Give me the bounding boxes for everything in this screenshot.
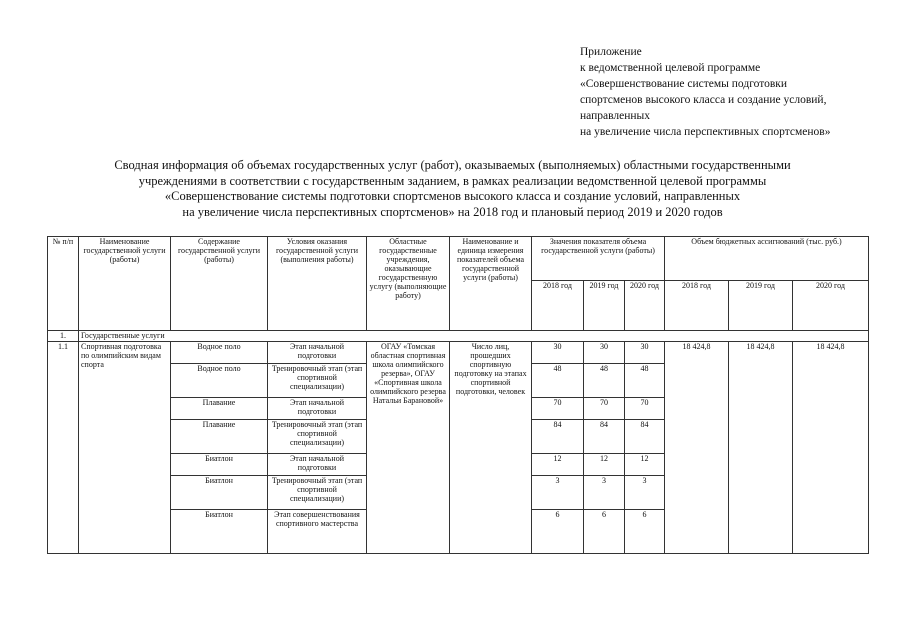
appendix-block (580, 44, 830, 140)
title-line: учреждениями в соответствии с государственным заданием, в рамках реализации ведомственной целевой программы (138, 173, 767, 188)
header-indicator: Наименование и единица измерения показателей объема государственной услуги (работы) (450, 237, 532, 331)
row-content: Биатлон (171, 454, 268, 476)
services-table (47, 236, 869, 554)
header-budget-2019: 2019 год (729, 281, 793, 331)
budget-2020: 18 424,8 (793, 342, 869, 554)
title-line: «Совершенствование системы подготовки спортсменов высокого класса и создание условий, направленных (164, 189, 741, 203)
row-value-2019: 84 (584, 420, 625, 454)
header-volume-2019: 2019 год (584, 281, 625, 331)
header-volume-group: Значения показателя объема государственной услуги (работы) (532, 237, 665, 281)
row-value-2019: 12 (584, 454, 625, 476)
appendix-line: спортсменов высокого класса и создание условий, (580, 94, 827, 106)
row-conditions: Этап начальной подготовки (268, 454, 367, 476)
section-row (48, 331, 869, 342)
row-value-2018: 48 (532, 364, 584, 398)
row-content: Плавание (171, 398, 268, 420)
header-service-name: Наименование государственной услуги (работы) (79, 237, 171, 331)
item-indicator: Число лиц, прошедших спортивную подготовку на этапах спортивной подготовки, человек (450, 342, 532, 554)
section-num: 1. (48, 331, 79, 342)
row-value-2019: 48 (584, 364, 625, 398)
row-value-2020: 70 (625, 398, 665, 420)
document-title (30, 158, 875, 220)
section-label: Государственные услуги (79, 331, 869, 342)
budget-2019: 18 424,8 (729, 342, 793, 554)
row-value-2018: 84 (532, 420, 584, 454)
appendix-line: направленных (580, 110, 651, 122)
row-conditions: Этап начальной подготовки (268, 342, 367, 364)
appendix-line: «Совершенствование системы подготовки (580, 78, 788, 90)
row-value-2018: 70 (532, 398, 584, 420)
header-conditions: Условия оказания государственной услуги (выполнения работы) (268, 237, 367, 331)
row-content: Плавание (171, 420, 268, 454)
appendix-line: Приложение (580, 46, 642, 58)
item-institutions: ОГАУ «Томская областная спортивная школа олимпийского резерва», ОГАУ «Спортивная школа олимпийского резерва Натальи Барановой» (367, 342, 450, 554)
row-conditions: Тренировочный этап (этап спортивной специализации) (268, 420, 367, 454)
row-value-2018: 30 (532, 342, 584, 364)
appendix-line: на увеличение числа перспективных спортсменов» (580, 126, 831, 138)
row-value-2019: 6 (584, 510, 625, 554)
title-line: на увеличение числа перспективных спортсменов» на 2018 год и плановый период 2019 и 2020 годов (182, 204, 723, 219)
row-conditions: Тренировочный этап (этап спортивной специализации) (268, 476, 367, 510)
row-value-2018: 12 (532, 454, 584, 476)
item-service-name: Спортивная подготовка по олимпийским видам спорта (79, 342, 171, 554)
header-budget-2020: 2020 год (793, 281, 869, 331)
header-content: Содержание государственной услуги (работы) (171, 237, 268, 331)
row-value-2019: 70 (584, 398, 625, 420)
header-budget-2018: 2018 год (665, 281, 729, 331)
header-volume-2020: 2020 год (625, 281, 665, 331)
table-row (48, 342, 869, 364)
row-value-2020: 48 (625, 364, 665, 398)
row-value-2019: 3 (584, 476, 625, 510)
row-value-2018: 6 (532, 510, 584, 554)
title-line: Сводная информация об объемах государственных услуг (работ), оказываемых (выполняемых) областными государственными (114, 158, 791, 172)
appendix-line: к ведомственной целевой программе (580, 62, 761, 74)
row-value-2020: 3 (625, 476, 665, 510)
row-conditions: Этап совершенствования спортивного мастерства (268, 510, 367, 554)
row-value-2020: 30 (625, 342, 665, 364)
budget-2018: 18 424,8 (665, 342, 729, 554)
row-conditions: Этап начальной подготовки (268, 398, 367, 420)
row-value-2018: 3 (532, 476, 584, 510)
header-num: № п/п (48, 237, 79, 331)
header-institutions: Областные государственные учреждения, оказывающие государственную услугу (выполняющие работу) (367, 237, 450, 331)
row-content: Водное поло (171, 364, 268, 398)
row-content: Биатлон (171, 476, 268, 510)
header-volume-2018: 2018 год (532, 281, 584, 331)
header-budget-group: Объем бюджетных ассигнований (тыс. руб.) (665, 237, 869, 281)
row-content: Водное поло (171, 342, 268, 364)
row-conditions: Тренировочный этап (этап спортивной специализации) (268, 364, 367, 398)
row-value-2020: 12 (625, 454, 665, 476)
row-value-2019: 30 (584, 342, 625, 364)
row-value-2020: 6 (625, 510, 665, 554)
item-num: 1.1 (48, 342, 79, 554)
row-value-2020: 84 (625, 420, 665, 454)
row-content: Биатлон (171, 510, 268, 554)
